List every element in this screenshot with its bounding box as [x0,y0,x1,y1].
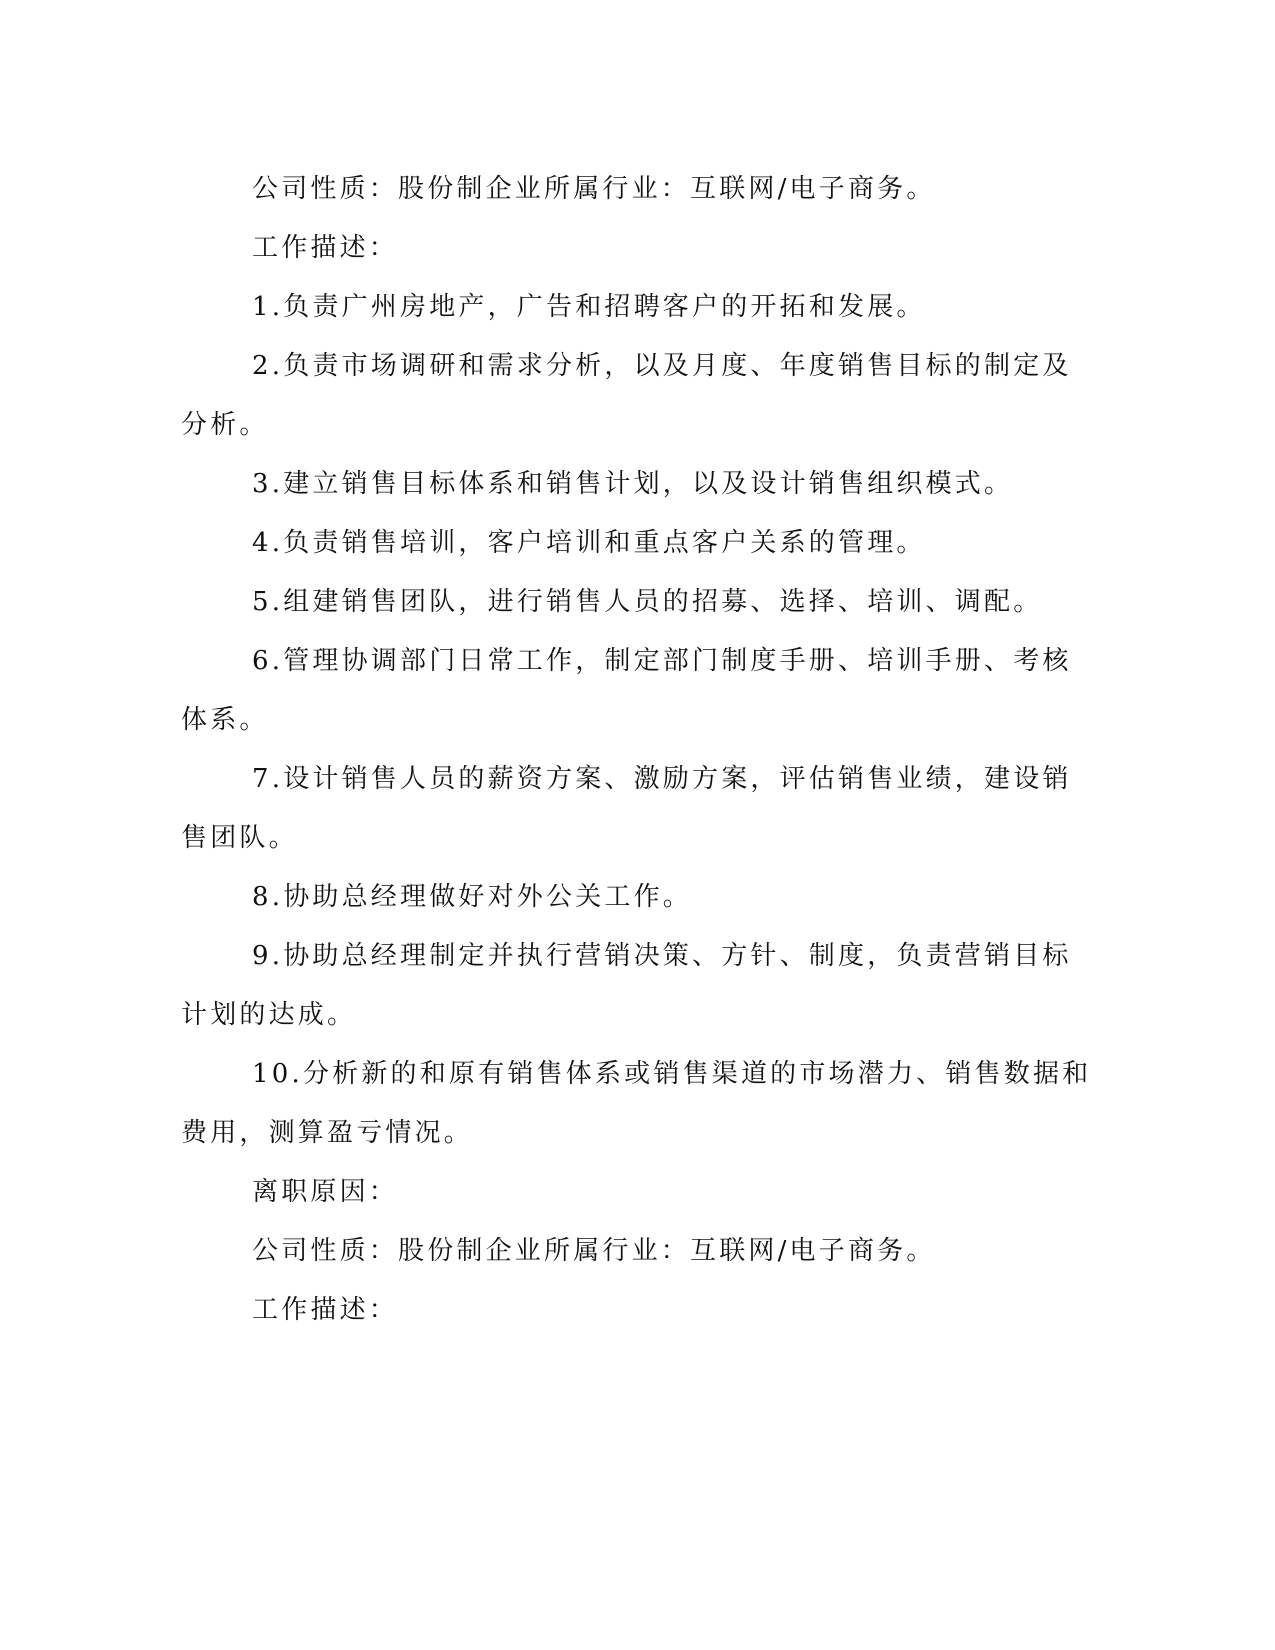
duty-item-3: 3.建立销售目标体系和销售计划，以及设计销售组织模式。 [252,469,1014,499]
document-body [181,160,1092,1340]
duty-item-6-continued: 体系。 [181,705,269,735]
duty-item-4: 4.负责销售培训，客户培训和重点客户关系的管理。 [252,528,926,558]
company-info-line: 公司性质：股份制企业所属行业：互联网/电子商务。 [252,174,936,204]
leaving-reason-heading: 离职原因： [252,1177,399,1207]
job-description-heading-2: 工作描述： [252,1295,399,1325]
duty-item-1: 1.负责广州房地产，广告和招聘客户的开拓和发展。 [252,292,926,322]
duty-item-10: 10.分析新的和原有销售体系或销售渠道的市场潜力、销售数据和 [252,1059,1092,1089]
duty-item-10-continued: 费用，测算盈亏情况。 [181,1118,474,1148]
duty-item-7-continued: 售团队。 [181,823,298,853]
job-description-heading: 工作描述： [252,233,399,263]
duty-item-7: 7.设计销售人员的薪资方案、激励方案，评估销售业绩，建设销 [252,764,1072,794]
duty-item-8: 8.协助总经理做好对外公关工作。 [252,882,693,912]
duty-item-6: 6.管理协调部门日常工作，制定部门制度手册、培训手册、考核 [252,646,1072,676]
duty-item-5: 5.组建销售团队，进行销售人员的招募、选择、培训、调配。 [252,587,1043,617]
duty-item-9-continued: 计划的达成。 [181,1000,357,1030]
company-info-line-2: 公司性质：股份制企业所属行业：互联网/电子商务。 [252,1236,936,1266]
duty-item-2: 2.负责市场调研和需求分析，以及月度、年度销售目标的制定及 [252,351,1072,381]
duty-item-9: 9.协助总经理制定并执行营销决策、方针、制度，负责营销目标 [252,941,1072,971]
duty-item-2-continued: 分析。 [181,410,269,440]
